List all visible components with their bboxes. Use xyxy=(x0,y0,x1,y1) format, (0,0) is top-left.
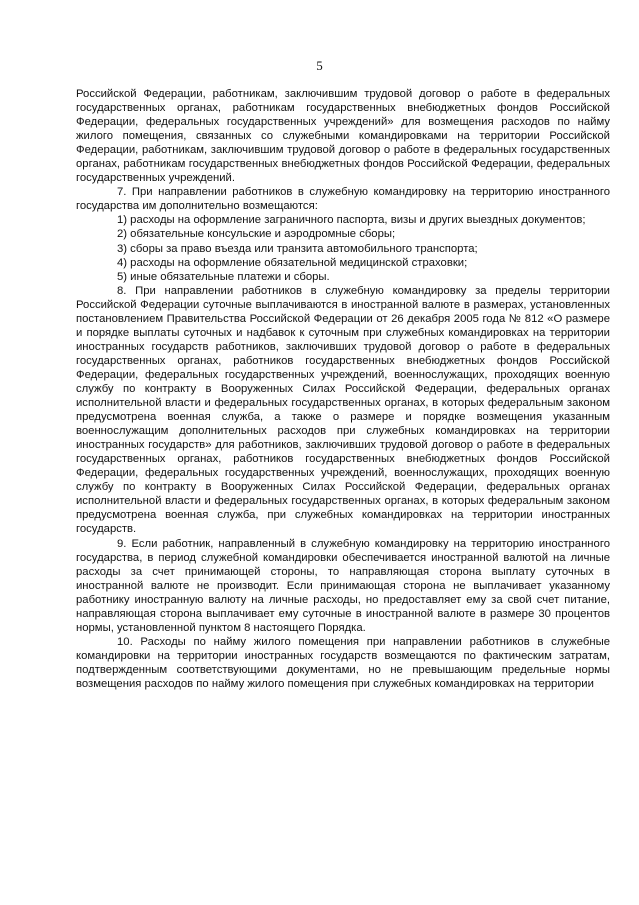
list-item-5: 5) иные обязательные платежи и сборы. xyxy=(117,270,330,283)
list-item-3: 3) сборы за право въезда или транзита автомобильного транспорта; xyxy=(117,242,478,255)
list-item-4: 4) расходы на оформление обязательной медицинской страховки; xyxy=(117,256,468,269)
paragraph-clause-10: 10. Расходы по найму жилого помещения при направлении работников в служебные командировки на территории иностранных государств возмещаются по фактическим затратам, подтвержденным соответствующими документами, но не превышающим предельные нормы возмещения расходов по найму жилого помещения при служебных командировках на территории xyxy=(76,635,610,690)
list-item-1: 1) расходы на оформление заграничного паспорта, визы и других выездных документов; xyxy=(117,214,586,227)
paragraph-clause-9: 9. Если работник, направленный в служебную командировку на территорию иностранного государства, в период служебной командировки обеспечивается иностранной валютой на личные расходы за счет принимающей стороны, то направляющая сторона выплату суточных в иностранной валюте не производит. Если принимающая сторона не выплачивает указанному работнику иностранную валюту на личные расходы, но предоставляет ему за свой счет питание, направляющая сторона выплачивает ему суточные в иностранной валюте в размере 30 процентов нормы, установленной пунктом 8 настоящего Порядка. xyxy=(76,537,610,634)
paragraph-clause-8: 8. При направлении работников в служебную командировку за пределы территории Российской Федерации суточные выплачиваются в иностранной валюте в размерах, установленных постановлением Правительства Российской Федерации от 26 декабря 2005 года № 812 «О размере и порядке выплаты суточных и надбавок к суточным при служебных командировках на территории иностранных государств работников, заключивших трудовой договор о работе в федеральных государственных органах, работников государственных внебюджетных фондов Российской Федерации, федеральных государственных учреждений, военнослужащих, проходящих военную службу по контракту в Вооруженных Силах Российской Федерации, федеральных органах исполнительной власти и федеральных государственных органах, в которых федеральным законом предусмотрена военная служба, а также о размере и порядке возмещения указанным военнослужащим дополнительных расходов при служебных командировках на территории иностранных государств» для работников, заключивших трудовой договор о работе в федеральных государственных органах, работников государственных внебюджетных фондов Российской Федерации, федеральных государственных учреждений, военнослужащих, проходящих военную службу по контракту в Вооруженных Силах Российской Федерации, федеральных органах исполнительной власти и федеральных государственных органах, в которых федеральным законом предусмотрена военная служба, при служебных командировках на территории иностранных государств. xyxy=(76,284,610,536)
paragraph-continuation: Российской Федерации, работникам, заключившим трудовой договор о работе в федеральных государственных органах, работникам государственных внебюджетных фондов Российской Федерации, федеральных государственных учреждений» для возмещения расходов по найму жилого помещения, связанных со служебными командировками на территории Российской Федерации, работникам, заключившим трудовой договор о работе в федеральных государственных органах, работникам государственных внебюджетных фондов Российской Федерации, федеральных государственных учреждений. xyxy=(76,88,610,185)
page-number: 5 xyxy=(316,58,323,73)
paragraph-clause-7: 7. При направлении работников в служебную командировку на территорию иностранного государства им дополнительно возмещаются: xyxy=(76,186,610,213)
document-body xyxy=(76,87,610,691)
list-item-2: 2) обязательные консульские и аэродромные сборы; xyxy=(117,228,396,241)
